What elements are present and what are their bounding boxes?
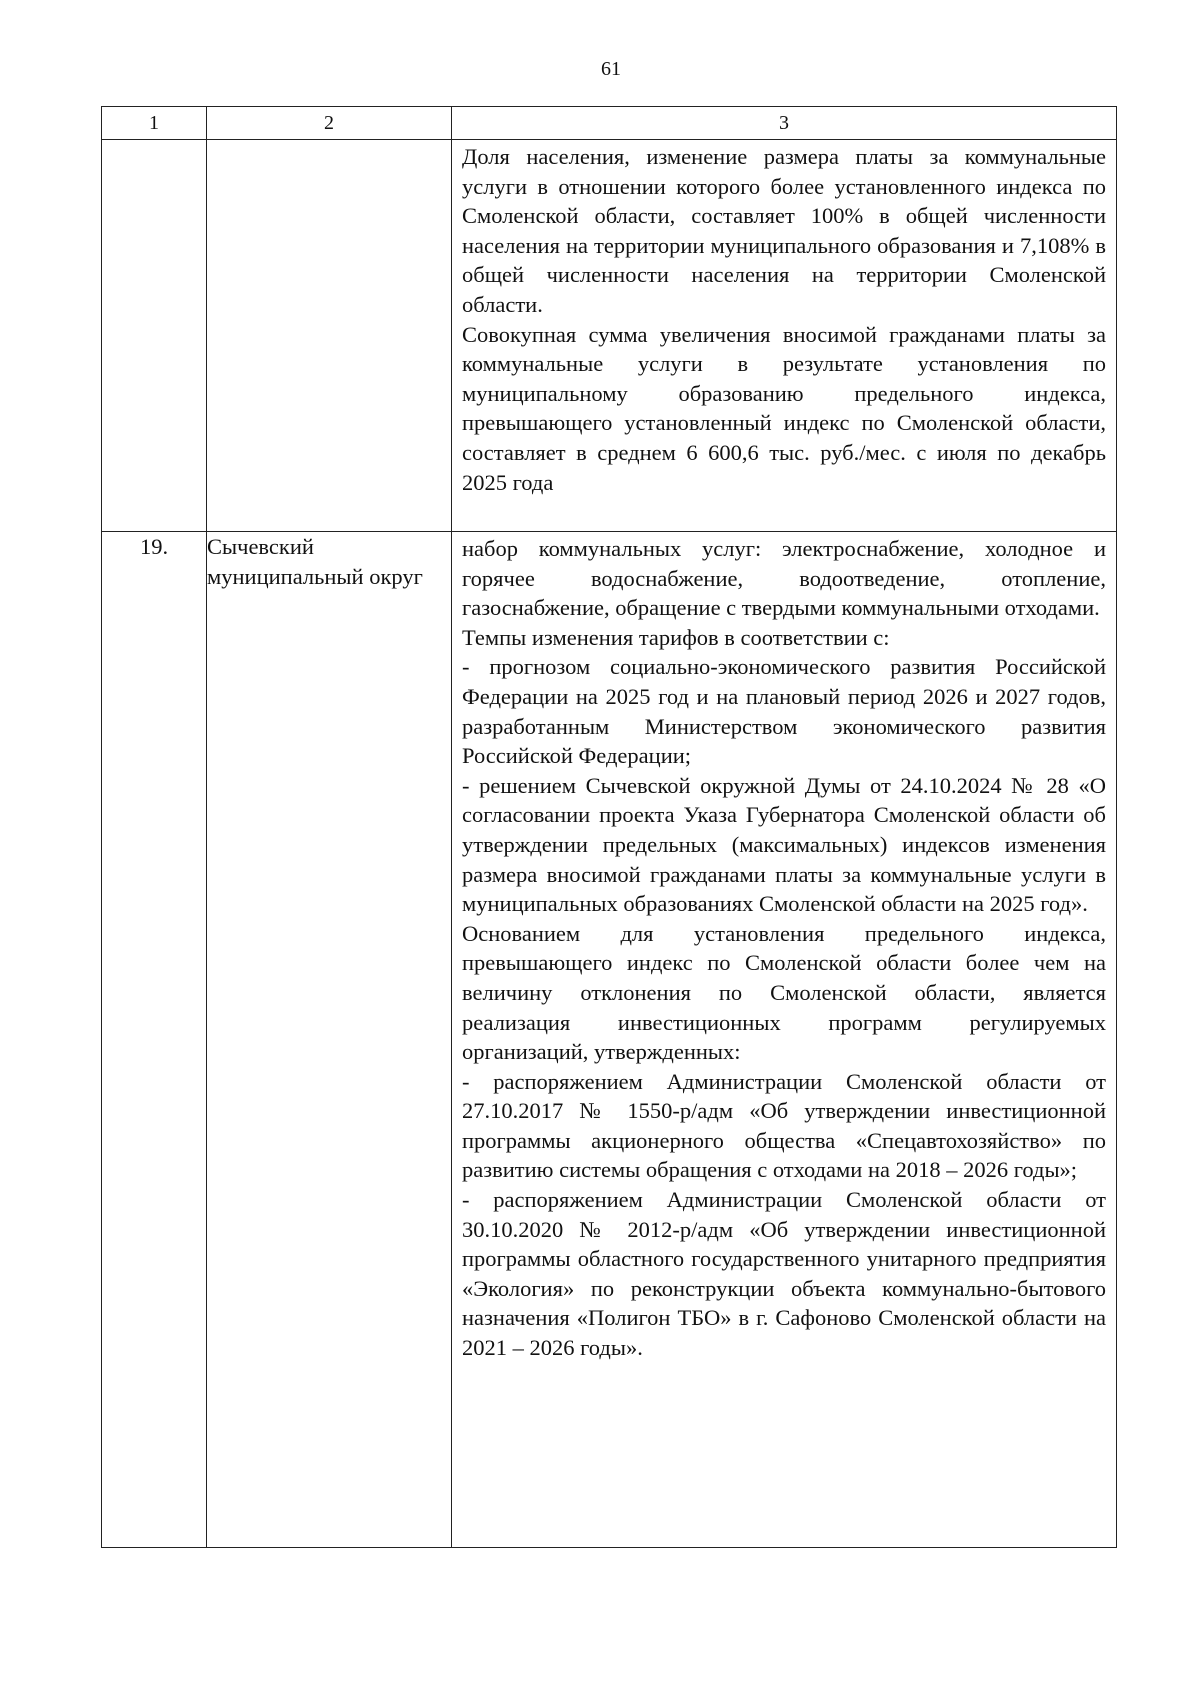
table-row bbox=[102, 140, 1117, 532]
description-paragraph: - распоряжением Администрации Смоленской области от 27.10.2017 № 1550-р/адм «Об утверждении инвестиционной программы акционерного общества «Спецавтохозяйство» по развитию системы обращения с отходами на 2018 – 2026 годы»; bbox=[462, 1068, 1106, 1183]
description-paragraph: Совокупная сумма увеличения вносимой гражданами платы за коммунальные услуги в результате установления по муниципальному образованию предельного индекса, превышающего установленный индекс по Смоленской области, составляет в среднем 6 600,6 тыс. руб./мес. с июля по декабрь 2025 года bbox=[462, 321, 1106, 495]
column-header-1: 1 bbox=[102, 107, 207, 140]
description-paragraph: набор коммунальных услуг: электроснабжение, холодное и горячее водоснабжение, водоотведение, отопление, газоснабжение, обращение с твердыми коммунальными отходами. bbox=[462, 536, 1106, 621]
table-row bbox=[102, 532, 1117, 1548]
municipality-name-cell bbox=[207, 140, 452, 532]
description-paragraph: Доля населения, изменение размера платы за коммунальные услуги в отношении которого более установленного индекса по Смоленской области, составляет 100% в общей численности населения на территории муниципального образования и 7,108% в общей численности населения на территории Смоленской области. bbox=[462, 144, 1106, 317]
description-paragraph: - прогнозом социально-экономического развития Российской Федерации на 2025 год и на плановый период 2026 и 2027 годов, разработанным Министерством экономического развития Российской Федерации; bbox=[462, 654, 1106, 769]
row-number-cell: 19. bbox=[102, 532, 207, 1548]
document-table bbox=[101, 106, 1117, 1548]
municipality-name-cell: Сычевский муниципальный округ bbox=[207, 532, 452, 1548]
row-number-cell bbox=[102, 140, 207, 532]
description-paragraph: Основанием для установления предельного индекса, превышающего индекс по Смоленской области более чем на величину отклонения по Смоленской области, является реализация инвестиционных программ регулируемых организаций, утвержденных: bbox=[462, 920, 1106, 1065]
page-number: 61 bbox=[601, 58, 621, 80]
table-header-row bbox=[102, 107, 1117, 140]
column-header-3: 3 bbox=[452, 107, 1117, 140]
description-cell bbox=[452, 140, 1117, 532]
column-header-2: 2 bbox=[207, 107, 452, 140]
description-cell bbox=[452, 532, 1117, 1548]
description-paragraph: Темпы изменения тарифов в соответствии с: bbox=[462, 624, 890, 650]
description-paragraph: - решением Сычевской окружной Думы от 24.10.2024 № 28 «О согласовании проекта Указа Губернатора Смоленской области об утверждении предельных (максимальных) индексов изменения размера вносимой гражданами платы за коммунальные услуги в муниципальных образованиях Смоленской области на 2025 год». bbox=[462, 772, 1106, 917]
description-paragraph: - распоряжением Администрации Смоленской области от 30.10.2020 № 2012-р/адм «Об утверждении инвестиционной программы областного государственного унитарного предприятия «Экология» по реконструкции объекта коммунально-бытового назначения «Полигон ТБО» в г. Сафоново Смоленской области на 2021 – 2026 годы». bbox=[462, 1187, 1106, 1361]
